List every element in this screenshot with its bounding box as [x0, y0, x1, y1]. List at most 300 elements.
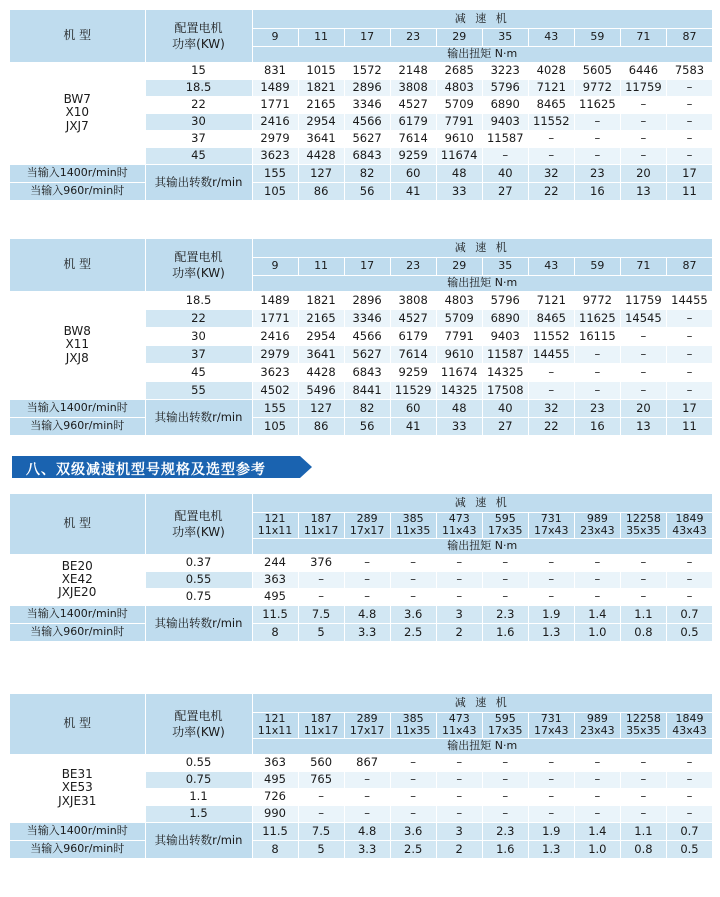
torque-cell: –	[666, 788, 712, 805]
reducer-spec-table-bw8	[10, 239, 713, 436]
torque-cell: 8441	[344, 381, 390, 399]
torque-cell: –	[344, 554, 390, 571]
torque-cell: –	[574, 147, 620, 164]
torque-cell: 1572	[344, 62, 390, 79]
torque-cell: 5709	[436, 309, 482, 327]
torque-cell: 3641	[298, 130, 344, 147]
torque-cell: 831	[252, 62, 298, 79]
ratio-header-cell: 35	[482, 28, 528, 46]
input-speed-label: 当输入1400r/min时	[10, 605, 145, 623]
torque-cell: 2148	[390, 62, 436, 79]
torque-cell: 14455	[666, 291, 712, 309]
ratio-header-cell: 595 17x35	[482, 512, 528, 538]
speed-cell: 33	[436, 417, 482, 435]
ratio-header-cell: 289 17x17	[344, 712, 390, 738]
speed-cell: 23	[574, 164, 620, 182]
torque-rows	[10, 291, 713, 399]
torque-cell: 4527	[390, 96, 436, 113]
torque-header: 输出扭矩 N·m	[252, 538, 713, 554]
model-header: 机 型	[10, 494, 145, 554]
speed-row	[10, 417, 713, 435]
ratio-header-cell: 11	[298, 257, 344, 275]
ratio-header-cell: 187 11x17	[298, 712, 344, 738]
speed-cell: 1.3	[528, 840, 574, 858]
ratio-header-cell: 43	[528, 28, 574, 46]
torque-cell: 9259	[390, 147, 436, 164]
torque-cell: 1489	[252, 79, 298, 96]
torque-cell: –	[620, 147, 666, 164]
torque-cell: 1771	[252, 309, 298, 327]
speed-cell: 127	[298, 399, 344, 417]
torque-cell: –	[482, 147, 528, 164]
table-row	[10, 754, 713, 771]
ratio-header-cell: 71	[620, 257, 666, 275]
torque-rows	[10, 554, 713, 605]
torque-cell: –	[666, 754, 712, 771]
speed-cell: 1.1	[620, 605, 666, 623]
torque-cell: 1771	[252, 96, 298, 113]
motor-power-cell: 0.55	[145, 754, 252, 771]
output-speed-label: 其输出转数r/min	[145, 399, 252, 435]
model-names-cell: BE20 XE42 JXJE20	[10, 554, 145, 605]
torque-cell: –	[574, 363, 620, 381]
torque-cell: –	[482, 771, 528, 788]
speed-cell: 60	[390, 399, 436, 417]
torque-cell: –	[620, 96, 666, 113]
motor-power-header: 配置电机 功率(KW)	[145, 10, 252, 62]
ratio-header-cell: 12258 35x35	[620, 512, 666, 538]
torque-cell: –	[528, 147, 574, 164]
torque-cell: 3223	[482, 62, 528, 79]
torque-cell: –	[620, 381, 666, 399]
torque-cell: –	[436, 754, 482, 771]
speed-cell: 8	[252, 623, 298, 641]
torque-cell: 1015	[298, 62, 344, 79]
motor-power-cell: 55	[145, 381, 252, 399]
torque-cell: –	[436, 788, 482, 805]
torque-cell: 7121	[528, 79, 574, 96]
torque-cell: 6843	[344, 363, 390, 381]
motor-power-cell: 30	[145, 113, 252, 130]
torque-cell: 6446	[620, 62, 666, 79]
speed-cell: 1.0	[574, 840, 620, 858]
torque-header: 输出扭矩 N·m	[252, 738, 713, 754]
torque-cell: 6179	[390, 113, 436, 130]
motor-power-cell: 1.1	[145, 788, 252, 805]
torque-cell: 765	[298, 771, 344, 788]
motor-power-header: 配置电机 功率(KW)	[145, 694, 252, 754]
speed-cell: 7.5	[298, 822, 344, 840]
reducer-header: 减 速 机	[252, 10, 713, 28]
torque-cell: 7121	[528, 291, 574, 309]
motor-power-cell: 0.75	[145, 588, 252, 605]
speed-row	[10, 623, 713, 641]
ratio-header-cell: 1849 43x43	[666, 712, 712, 738]
speed-cell: 0.8	[620, 623, 666, 641]
motor-power-cell: 45	[145, 147, 252, 164]
speed-cell: 11.5	[252, 822, 298, 840]
torque-cell: 2896	[344, 79, 390, 96]
torque-cell: –	[574, 754, 620, 771]
torque-cell: 5627	[344, 345, 390, 363]
speed-cell: 1.6	[482, 623, 528, 641]
ratio-header-cell: 43	[528, 257, 574, 275]
reducer-spec-table-bw7	[10, 10, 713, 201]
speed-cell: 33	[436, 182, 482, 200]
torque-cell: –	[482, 554, 528, 571]
torque-cell: 11587	[482, 345, 528, 363]
input-speed-label: 当输入960r/min时	[10, 417, 145, 435]
torque-cell: 7583	[666, 62, 712, 79]
input-speed-label: 当输入1400r/min时	[10, 822, 145, 840]
torque-cell: –	[574, 345, 620, 363]
torque-cell: –	[620, 805, 666, 822]
torque-cell: 560	[298, 754, 344, 771]
torque-cell: 1821	[298, 291, 344, 309]
torque-cell: 1489	[252, 291, 298, 309]
torque-cell: –	[620, 588, 666, 605]
speed-cell: 2	[436, 623, 482, 641]
speed-cell: 23	[574, 399, 620, 417]
torque-cell: –	[574, 588, 620, 605]
table-row	[10, 291, 713, 309]
torque-cell: –	[436, 805, 482, 822]
torque-cell: –	[620, 754, 666, 771]
torque-cell: 2954	[298, 113, 344, 130]
speed-cell: 3.6	[390, 822, 436, 840]
torque-cell: –	[574, 571, 620, 588]
torque-cell: –	[666, 309, 712, 327]
speed-rows	[10, 822, 713, 858]
torque-cell: 3808	[390, 291, 436, 309]
motor-power-cell: 37	[145, 345, 252, 363]
speed-cell: 127	[298, 164, 344, 182]
ratio-header-cell: 9	[252, 28, 298, 46]
torque-cell: –	[620, 345, 666, 363]
torque-cell: 244	[252, 554, 298, 571]
torque-cell: –	[298, 805, 344, 822]
torque-cell: 6179	[390, 327, 436, 345]
torque-cell: –	[436, 588, 482, 605]
section-title	[12, 456, 312, 478]
ratio-header-cell: 17	[344, 257, 390, 275]
torque-cell: 9610	[436, 345, 482, 363]
speed-cell: 13	[620, 417, 666, 435]
speed-rows	[10, 164, 713, 200]
torque-cell: 4428	[298, 363, 344, 381]
output-speed-label: 其输出转数r/min	[145, 164, 252, 200]
torque-cell: 9772	[574, 291, 620, 309]
torque-cell: –	[344, 571, 390, 588]
torque-cell: –	[574, 381, 620, 399]
motor-power-header: 配置电机 功率(KW)	[145, 239, 252, 291]
speed-cell: 0.8	[620, 840, 666, 858]
torque-cell: 8465	[528, 96, 574, 113]
speed-cell: 2.3	[482, 605, 528, 623]
speed-row	[10, 605, 713, 623]
torque-cell: –	[574, 805, 620, 822]
torque-rows	[10, 754, 713, 822]
torque-cell: 3623	[252, 363, 298, 381]
torque-cell: 5796	[482, 291, 528, 309]
torque-cell: 14325	[482, 363, 528, 381]
speed-cell: 1.9	[528, 605, 574, 623]
torque-cell: 990	[252, 805, 298, 822]
double-reducer-table-be31	[10, 694, 713, 859]
speed-cell: 2.5	[390, 623, 436, 641]
torque-cell: 2954	[298, 327, 344, 345]
torque-cell: –	[298, 588, 344, 605]
torque-cell: –	[390, 754, 436, 771]
torque-cell: –	[528, 363, 574, 381]
reducer-header: 减 速 机	[252, 694, 713, 712]
speed-cell: 11	[666, 417, 712, 435]
ratio-header-cell: 1849 43x43	[666, 512, 712, 538]
torque-cell: 1821	[298, 79, 344, 96]
ratio-header-cell: 473 11x43	[436, 712, 482, 738]
torque-cell: 4803	[436, 291, 482, 309]
torque-cell: –	[620, 788, 666, 805]
torque-cell: 2685	[436, 62, 482, 79]
speed-cell: 3.3	[344, 623, 390, 641]
ratio-header-cell: 989 23x43	[574, 712, 620, 738]
section-title-text: 八、双级减速机型号规格及选型参考	[26, 462, 266, 478]
motor-power-cell: 0.75	[145, 771, 252, 788]
speed-row	[10, 399, 713, 417]
speed-row	[10, 822, 713, 840]
motor-power-cell: 15	[145, 62, 252, 79]
torque-cell: –	[666, 113, 712, 130]
speed-cell: 32	[528, 399, 574, 417]
ratio-header-cell: 731 17x43	[528, 712, 574, 738]
ratio-header-cell: 187 11x17	[298, 512, 344, 538]
torque-cell: –	[574, 113, 620, 130]
torque-cell: 7791	[436, 113, 482, 130]
torque-cell: 2165	[298, 309, 344, 327]
torque-cell: –	[528, 788, 574, 805]
speed-rows	[10, 399, 713, 435]
torque-cell: 867	[344, 754, 390, 771]
torque-cell: –	[620, 327, 666, 345]
speed-cell: 27	[482, 182, 528, 200]
speed-cell: 105	[252, 182, 298, 200]
torque-cell: 363	[252, 754, 298, 771]
output-speed-label: 其输出转数r/min	[145, 605, 252, 641]
ratio-header-cell: 12258 35x35	[620, 712, 666, 738]
torque-cell: –	[436, 554, 482, 571]
speed-cell: 3.3	[344, 840, 390, 858]
torque-cell: –	[528, 805, 574, 822]
speed-cell: 1.6	[482, 840, 528, 858]
torque-cell: –	[574, 554, 620, 571]
torque-cell: 14455	[528, 345, 574, 363]
torque-cell: 3346	[344, 96, 390, 113]
motor-power-cell: 0.55	[145, 571, 252, 588]
torque-cell: 2979	[252, 130, 298, 147]
torque-cell: –	[528, 588, 574, 605]
torque-cell: –	[390, 554, 436, 571]
input-speed-label: 当输入1400r/min时	[10, 164, 145, 182]
speed-cell: 16	[574, 417, 620, 435]
torque-cell: 3641	[298, 345, 344, 363]
ratio-header-cell: 59	[574, 28, 620, 46]
motor-power-cell: 1.5	[145, 805, 252, 822]
speed-cell: 8	[252, 840, 298, 858]
torque-cell: 4028	[528, 62, 574, 79]
torque-cell: 726	[252, 788, 298, 805]
torque-cell: 5796	[482, 79, 528, 96]
speed-cell: 82	[344, 399, 390, 417]
torque-cell: 9403	[482, 113, 528, 130]
ratio-header-cell: 731 17x43	[528, 512, 574, 538]
torque-cell: 376	[298, 554, 344, 571]
model-header: 机 型	[10, 239, 145, 291]
speed-row	[10, 164, 713, 182]
speed-cell: 4.8	[344, 822, 390, 840]
torque-cell: 495	[252, 771, 298, 788]
torque-cell: –	[482, 788, 528, 805]
torque-cell: –	[528, 771, 574, 788]
torque-cell: –	[574, 771, 620, 788]
speed-cell: 1.3	[528, 623, 574, 641]
torque-cell: –	[528, 554, 574, 571]
speed-cell: 32	[528, 164, 574, 182]
input-speed-label: 当输入960r/min时	[10, 840, 145, 858]
ratio-header-cell: 17	[344, 28, 390, 46]
speed-cell: 2.5	[390, 840, 436, 858]
torque-rows	[10, 62, 713, 164]
torque-cell: –	[620, 571, 666, 588]
torque-cell: –	[390, 588, 436, 605]
ratio-header-cell: 29	[436, 257, 482, 275]
torque-cell: 11625	[574, 309, 620, 327]
input-speed-label: 当输入1400r/min时	[10, 399, 145, 417]
torque-cell: 11625	[574, 96, 620, 113]
torque-cell: 2416	[252, 113, 298, 130]
speed-cell: 48	[436, 164, 482, 182]
speed-cell: 41	[390, 417, 436, 435]
torque-cell: –	[666, 79, 712, 96]
speed-cell: 1.9	[528, 822, 574, 840]
torque-cell: 6890	[482, 309, 528, 327]
ratio-header-cell: 385 11x35	[390, 712, 436, 738]
torque-cell: 3346	[344, 309, 390, 327]
torque-cell: 5709	[436, 96, 482, 113]
motor-power-header: 配置电机 功率(KW)	[145, 494, 252, 554]
torque-cell: –	[666, 588, 712, 605]
speed-cell: 13	[620, 182, 666, 200]
torque-cell: 14545	[620, 309, 666, 327]
torque-cell: –	[666, 147, 712, 164]
torque-cell: –	[298, 571, 344, 588]
ratio-header-cell: 11	[298, 28, 344, 46]
table-row	[10, 554, 713, 571]
speed-cell: 40	[482, 399, 528, 417]
torque-cell: –	[666, 96, 712, 113]
torque-cell: 6843	[344, 147, 390, 164]
ratio-header-cell: 473 11x43	[436, 512, 482, 538]
double-reducer-table-be20	[10, 494, 713, 642]
motor-power-cell: 0.37	[145, 554, 252, 571]
torque-cell: 495	[252, 588, 298, 605]
torque-cell: 8465	[528, 309, 574, 327]
torque-cell: 7614	[390, 130, 436, 147]
speed-cell: 3.6	[390, 605, 436, 623]
torque-cell: –	[666, 327, 712, 345]
torque-cell: 5496	[298, 381, 344, 399]
torque-cell: 17508	[482, 381, 528, 399]
speed-cell: 5	[298, 840, 344, 858]
speed-cell: 60	[390, 164, 436, 182]
torque-header: 输出扭矩 N·m	[252, 46, 713, 62]
torque-cell: –	[666, 554, 712, 571]
speed-cell: 41	[390, 182, 436, 200]
torque-cell: 11759	[620, 291, 666, 309]
speed-cell: 20	[620, 399, 666, 417]
torque-cell: 11587	[482, 130, 528, 147]
torque-cell: 7791	[436, 327, 482, 345]
ratio-header-cell: 29	[436, 28, 482, 46]
ratio-header-cell: 121 11x11	[252, 712, 298, 738]
torque-cell: –	[344, 588, 390, 605]
torque-cell: –	[528, 571, 574, 588]
ratio-header-cell: 87	[666, 28, 712, 46]
torque-cell: –	[436, 571, 482, 588]
torque-cell: 16115	[574, 327, 620, 345]
torque-cell: –	[620, 363, 666, 381]
input-speed-label: 当输入960r/min时	[10, 623, 145, 641]
torque-cell: 3623	[252, 147, 298, 164]
torque-cell: –	[528, 130, 574, 147]
model-names-cell: BW7 X10 JXJ7	[10, 62, 145, 164]
torque-cell: 7614	[390, 345, 436, 363]
ratio-header-cell: 289 17x17	[344, 512, 390, 538]
speed-cell: 17	[666, 399, 712, 417]
model-header: 机 型	[10, 10, 145, 62]
speed-row	[10, 182, 713, 200]
torque-cell: 4527	[390, 309, 436, 327]
torque-cell: –	[344, 805, 390, 822]
torque-cell: –	[666, 363, 712, 381]
speed-cell: 155	[252, 399, 298, 417]
torque-cell: –	[574, 130, 620, 147]
speed-cell: 5	[298, 623, 344, 641]
speed-cell: 56	[344, 182, 390, 200]
torque-cell: –	[620, 554, 666, 571]
reducer-header: 减 速 机	[252, 494, 713, 512]
torque-cell: 9403	[482, 327, 528, 345]
speed-cell: 0.5	[666, 840, 712, 858]
torque-cell: –	[666, 771, 712, 788]
ratio-header-cell: 121 11x11	[252, 512, 298, 538]
torque-cell: –	[390, 571, 436, 588]
torque-cell: 14325	[436, 381, 482, 399]
torque-cell: –	[620, 771, 666, 788]
torque-cell: –	[574, 788, 620, 805]
speed-cell: 86	[298, 417, 344, 435]
speed-cell: 27	[482, 417, 528, 435]
torque-cell: –	[666, 805, 712, 822]
torque-cell: 9610	[436, 130, 482, 147]
torque-cell: –	[344, 771, 390, 788]
speed-cell: 20	[620, 164, 666, 182]
torque-cell: –	[482, 588, 528, 605]
speed-cell: 2.3	[482, 822, 528, 840]
speed-cell: 3	[436, 605, 482, 623]
speed-row	[10, 840, 713, 858]
torque-cell: 6890	[482, 96, 528, 113]
ratio-header-cell: 595 17x35	[482, 712, 528, 738]
